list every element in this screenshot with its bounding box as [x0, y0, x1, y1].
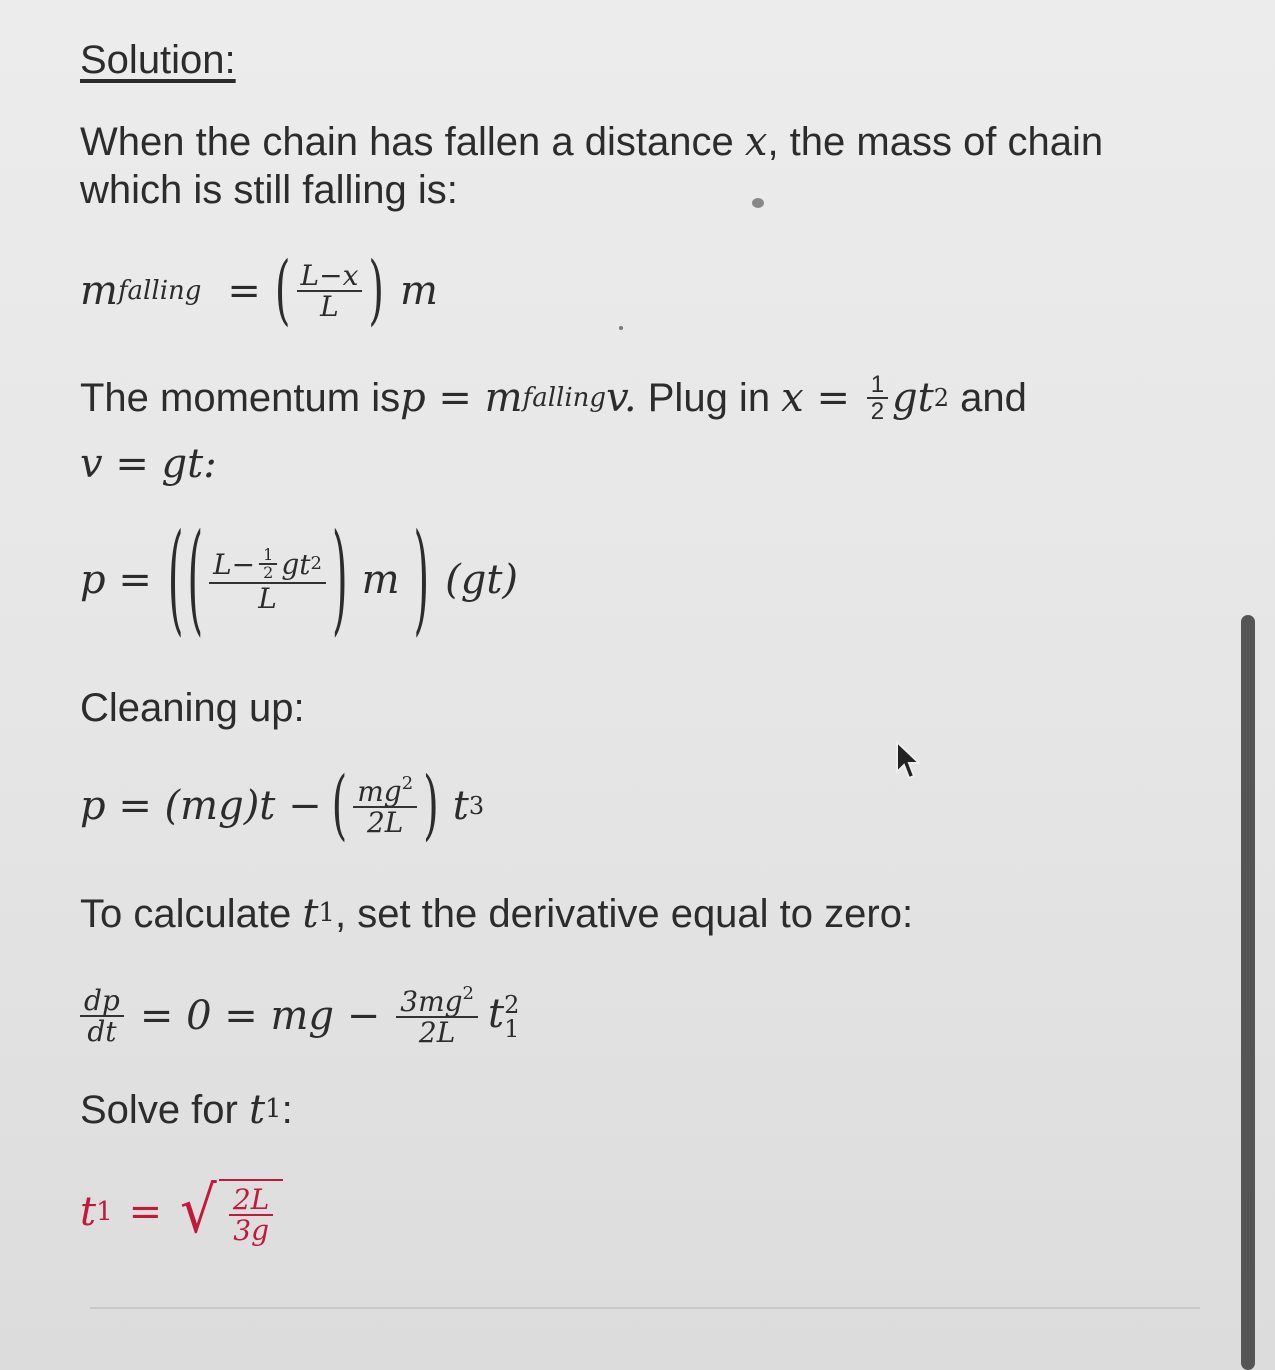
eq4-t-sub: 1 [504, 1015, 520, 1043]
paragraph-1-line-2: which is still falling is: [80, 168, 458, 212]
eq4-t: t [488, 991, 505, 1037]
bottom-divider [90, 1307, 1200, 1309]
eq4-t-scripts [504, 993, 519, 1041]
eq2-outer-right-paren: ) [413, 511, 430, 649]
eq1-denominator: L [320, 290, 339, 323]
eq2-m: m [361, 557, 400, 603]
eq1-lhs-m: m [80, 268, 118, 314]
eq4-num-sq: 2 [462, 982, 474, 1004]
calc-t1-sub: 1 [318, 898, 335, 929]
momentum-sub: falling [522, 382, 607, 413]
eq5-equals: = [128, 1189, 163, 1235]
screen-smudge [752, 198, 764, 208]
half-num: 1 [867, 372, 888, 399]
half-fraction [867, 372, 888, 424]
solve-t1-sub: 1 [265, 1094, 282, 1125]
radical-sign: √ [180, 1173, 217, 1248]
eq4-t1-squared [488, 991, 519, 1041]
calculate-t1-text [80, 890, 913, 938]
calc-text-a: To calculate [80, 892, 303, 936]
paragraph-2-line-1 [80, 372, 1027, 424]
eq3-right-paren: ) [423, 762, 439, 850]
eq1-left-paren: ( [274, 247, 291, 335]
eq2-inner-right-paren: ) [331, 511, 348, 649]
eq2-num-L: L− [213, 547, 256, 581]
equation-derivative [80, 966, 519, 1066]
eq5-lhs-sub: 1 [96, 1197, 113, 1227]
eq1-rhs-m: m [400, 268, 438, 314]
x-equals: x = [781, 375, 863, 422]
solution-heading: Solution: [80, 38, 236, 82]
eq3-denominator: 2L [366, 806, 404, 839]
eq4-fraction [396, 982, 478, 1049]
eq1-right-paren: ) [368, 247, 384, 335]
eq2-fraction [209, 544, 326, 616]
var-x: x [744, 119, 768, 165]
momentum-v: v. [606, 375, 637, 422]
screen-dust [619, 326, 623, 330]
eq2-numerator [209, 544, 326, 585]
eq4-num-3mg: 3mg [400, 984, 463, 1018]
eq4-middle: = 0 = mg − [139, 993, 381, 1039]
equation-t1-result [80, 1162, 283, 1262]
and-text: and [949, 376, 1027, 421]
calc-t1: t [302, 891, 319, 937]
eq2-num-half [259, 544, 277, 583]
eq2-half-den: 2 [263, 563, 274, 583]
eq1-equals: = [227, 268, 261, 314]
eq3-num-sq: 2 [401, 772, 414, 794]
eq5-denominator: 3g [233, 1214, 269, 1247]
eq5-numerator: 2L [229, 1185, 273, 1216]
eq3-num-mg: mg [357, 774, 402, 808]
eq5-fraction [229, 1182, 273, 1247]
eq2-denominator: L [258, 582, 277, 616]
equation-m-falling [80, 246, 438, 336]
mouse-cursor-icon [895, 740, 923, 782]
eq3-cube: 3 [468, 792, 485, 820]
eq2-half-num: 1 [259, 547, 277, 566]
gt-term: gt [892, 375, 934, 422]
sqrt-content [219, 1179, 283, 1246]
para2-plug: Plug in [636, 376, 782, 421]
eq2-lhs: p = [80, 557, 152, 603]
eq4-denominator: 2L [418, 1016, 456, 1049]
eq2-gt: (gt) [445, 557, 518, 603]
solve-t1: t [248, 1087, 266, 1133]
eq4-t-sup: 2 [504, 991, 520, 1019]
solve-for-t1-text [80, 1086, 293, 1134]
eq2-num-gt: gt [281, 547, 311, 581]
para1-text-a: When the chain has fallen a distance [80, 120, 745, 164]
eq4-numerator [396, 982, 478, 1018]
solve-text-b: : [281, 1088, 293, 1132]
sqrt-symbol [178, 1173, 283, 1248]
eq1-fraction [297, 258, 363, 323]
eq4-dt: dt [87, 1015, 117, 1048]
momentum-expr: p = m [400, 375, 523, 422]
eq3-lhs: p = (mg)t − [80, 783, 322, 829]
eq3-left-paren: ( [331, 762, 348, 850]
eq5-lhs: t [80, 1189, 97, 1235]
half-den: 2 [870, 398, 885, 426]
para2-text-a: The momentum is [80, 376, 401, 421]
eq4-dpdt-fraction [80, 983, 124, 1048]
eq1-lhs-sub: falling [117, 276, 202, 306]
equation-p-clean [80, 756, 484, 856]
vertical-scrollbar[interactable] [1241, 615, 1255, 1370]
paragraph-1-line-1 [80, 118, 1103, 166]
eq3-fraction [353, 772, 417, 839]
eq2-num-sq: 2 [310, 552, 322, 574]
paragraph-2-line-2: v = gt: [80, 441, 217, 487]
eq1-numerator: L−x [297, 261, 363, 292]
calc-text-b: , set the derivative equal to zero: [334, 892, 914, 936]
eq4-dp: dp [80, 986, 124, 1017]
eq2-outer-left-paren: ( [167, 511, 184, 649]
eq3-numerator [353, 772, 417, 808]
eq2-inner-left-paren: ( [187, 511, 204, 649]
solve-text-a: Solve for [80, 1088, 249, 1132]
equation-p-substituted [80, 511, 518, 649]
cleaning-up-text: Cleaning up: [80, 686, 305, 730]
para1-text-b: , the mass of chain [767, 120, 1104, 164]
eq3-t: t [452, 783, 469, 829]
gt-squared: 2 [933, 383, 950, 412]
